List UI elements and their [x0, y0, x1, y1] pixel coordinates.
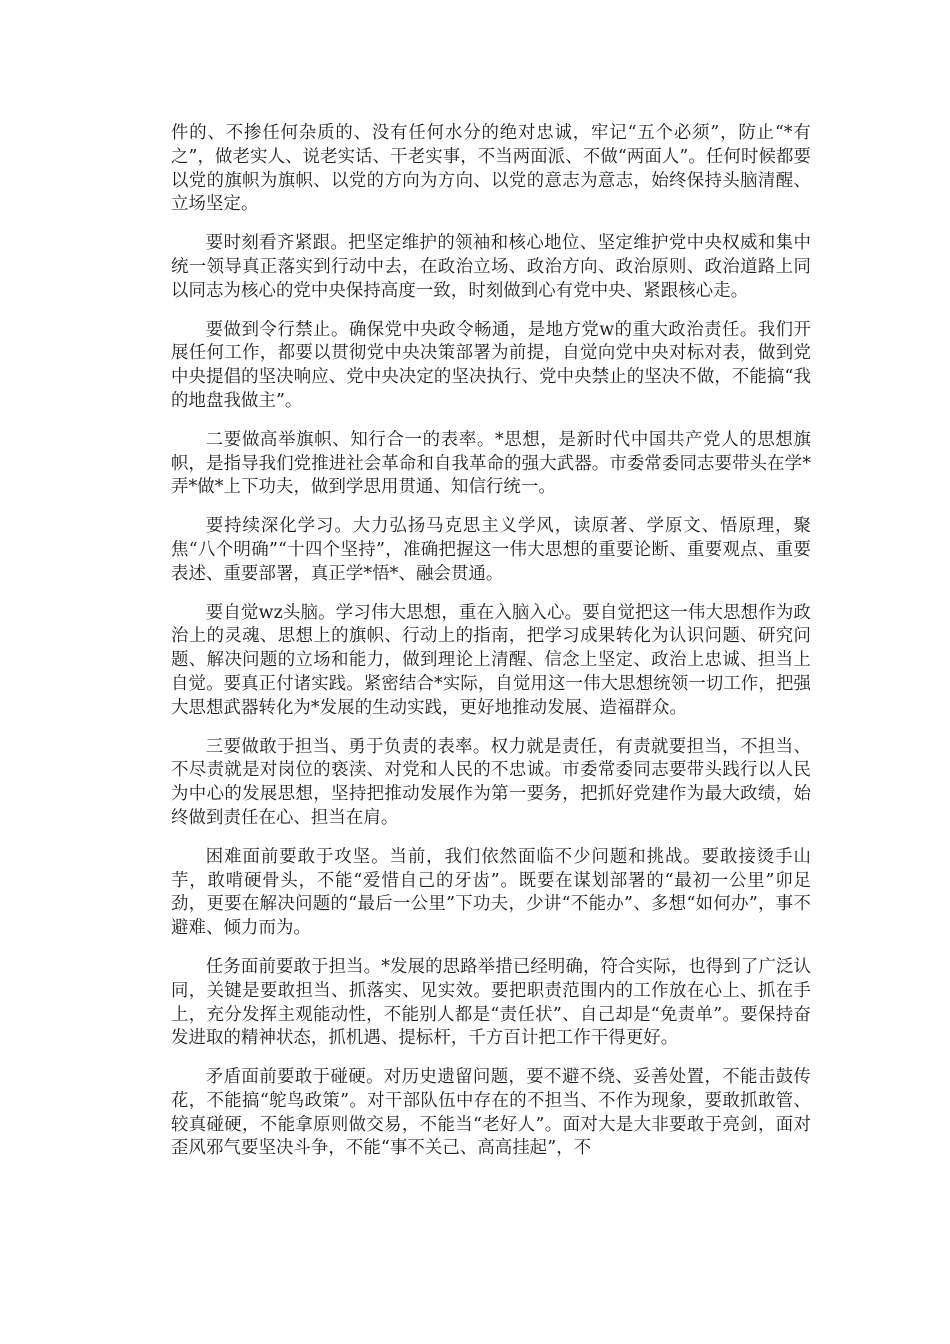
paragraph: 要持续深化学习。大力弘扬马克思主义学风，读原著、学原文、悟原理，聚焦“八个明确”“十四个坚持”，准确把握这一伟大思想的重要论断、重要观点、重要表述、重要部署，真正学*悟*、融会贯通。: [171, 516, 811, 584]
paragraph: 要时刻看齐紧跟。把坚定维护的领袖和核心地位、坚定维护党中央权威和集中统一领导真正落实到行动中去，在政治立场、政治方向、政治原则、政治道路上同以同志为核心的党中央保持高度一致，时刻做到心有党中央、紧跟核心走。: [171, 233, 811, 301]
paragraph: 任务面前要敢于担当。*发展的思路举措已经明确，符合实际，也得到了广泛认同，关键是要敢担当、抓落实、见实效。要把职责范围内的工作放在心上、抓在手上，充分发挥主观能动性，不能别人都是“责任状”、自己却是“免责单”。要保持奋发进取的精神状态，抓机遇、提标杆，千方百计把工作干得更好。: [171, 956, 811, 1049]
paragraph: 困难面前要敢于攻坚。当前，我们依然面临不少问题和挑战。要敢接烫手山芋，敢啃硬骨头，不能“爱惜自己的牙齿”。既要在谋划部署的“最初一公里”卯足劲，更要在解决问题的“最后一公里”下功夫，少讲“不能办”、多想“如何办”，事不避难、倾力而为。: [171, 846, 811, 939]
paragraph: 二要做高举旗帜、知行合一的表率。*思想，是新时代中国共产党人的思想旗帜，是指导我们党推进社会革命和自我革命的强大武器。市委常委同志要带头在学*弄*做*上下功夫，做到学思用贯通、知信行统一。: [171, 429, 811, 498]
document-body: [171, 122, 811, 1176]
paragraph: 矛盾面前要敢于碰硬。对历史遗留问题，要不避不绕、妥善处置，不能击鼓传花，不能搞“鸵鸟政策”。对干部队伍中存在的不担当、不作为现象，要敢抓敢管、较真碰硬，不能拿原则做交易，不能当“老好人”。面对大是大非要敢于亮剑，面对歪风邪气要坚决斗争，不能“事不关己、高高挂起”，不: [171, 1067, 811, 1159]
paragraph: 三要做敢于担当、勇于负责的表率。权力就是责任，有责就要担当，不担当、不尽责就是对岗位的亵渎、对党和人民的不忠诚。市委常委同志要带头践行以人民为中心的发展思想，坚持把推动发展作为第一要务，把抓好党建作为最大政绩，始终做到责任在心、担当在肩。: [171, 736, 811, 828]
paragraph: 件的、不掺任何杂质的、没有任何水分的绝对忠诚，牢记“五个必须”，防止“*有之”，做老实人、说老实话、干老实事，不当两面派、不做“两面人”。任何时候都要以党的旗帜为旗帜、以党的方向为方向、以党的意志为意志，始终保持头脑清醒、立场坚定。: [171, 123, 811, 215]
paragraph: 要做到令行禁止。确保党中央政令畅通，是地方党w的重大政治责任。我们开展任何工作，都要以贯彻党中央决策部署为前提，自觉向党中央对标对表，做到党中央提倡的坚决响应、党中央决定的坚决执行、党中央禁止的坚决不做，不能搞“我的地盘我做主”。: [171, 319, 811, 411]
paragraph: 要自觉wz头脑。学习伟大思想，重在入脑入心。要自觉把这一伟大思想作为政治上的灵魂、思想上的旗帜、行动上的指南，把学习成果转化为认识问题、研究问题、解决问题的立场和能力，做到理论上清醒、信念上坚定、政治上忠诚、担当上自觉。要真正付诸实践。紧密结合*实际，自觉用这一伟大思想统领一切工作，把强大思想武器转化为*发展的生动实践，更好地推动发展、造福群众。: [171, 602, 811, 718]
